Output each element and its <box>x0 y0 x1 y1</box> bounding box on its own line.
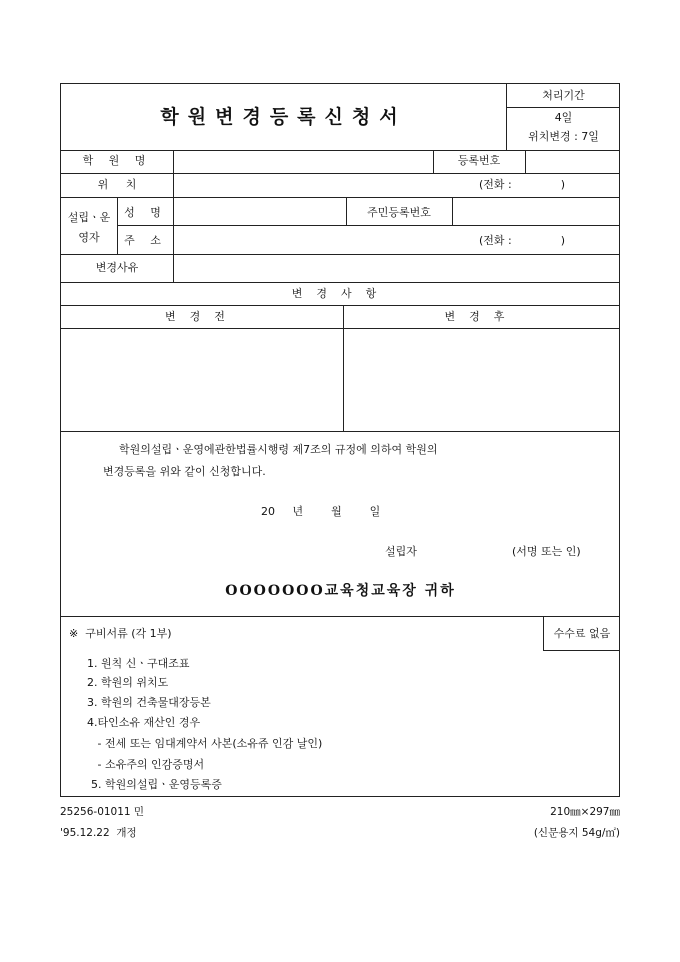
divider <box>61 282 620 283</box>
divider <box>61 305 620 306</box>
after-change-label: 변경후 <box>444 310 519 323</box>
recipient-line: OOOOOOO교육청교육장 귀하 <box>225 583 456 599</box>
divider <box>61 616 620 617</box>
changes-header: 변경사항 <box>291 287 391 300</box>
form-title: 학원변경등록신청서 <box>160 106 407 128</box>
phone-field-address: (전화 : ) <box>479 234 565 247</box>
divider <box>61 173 620 174</box>
statement-line2: 변경등록을 위와 같이 신청합니다. <box>103 465 266 478</box>
resident-no-label: 주민등록번호 <box>367 206 431 219</box>
sign-label: (서명 또는 인) <box>512 545 581 558</box>
document-item: 5. 학원의설립ㆍ운영등록증 <box>91 778 222 791</box>
statement-line1: 학원의설립ㆍ운영에관한법률시행령 제7조의 규정에 의하여 학원의 <box>119 443 438 456</box>
form-code: 25256-01011 민 <box>60 806 145 818</box>
documents-header: ※ 구비서류 (각 1부) <box>69 627 172 640</box>
document-item: - 소유주의 인감증명서 <box>87 758 205 771</box>
application-form <box>60 83 620 797</box>
document-item: 3. 학원의 건축물대장등본 <box>87 696 211 709</box>
divider <box>173 150 174 282</box>
academy-name-label: 학 원 명 <box>82 154 152 167</box>
document-item: 4.타인소유 재산인 경우 <box>87 716 201 729</box>
divider <box>525 150 526 173</box>
address-label: 주 소 <box>124 234 167 247</box>
location-label: 위 치 <box>97 178 137 191</box>
reason-label: 변경사유 <box>95 261 139 274</box>
divider <box>506 107 620 108</box>
fee-label: 수수료 없음 <box>553 627 611 640</box>
divider <box>61 254 620 255</box>
before-change-label: 변경전 <box>165 310 239 323</box>
document-item: - 전세 또는 임대계약서 사본(소유쥬 인감 날인) <box>87 737 323 750</box>
processing-period-label: 처리기간 <box>542 89 585 102</box>
divider <box>61 197 620 198</box>
paper-type: (신문용지 54g/㎡) <box>533 827 620 839</box>
divider <box>543 650 620 651</box>
document-item: 2. 학원의 위치도 <box>87 676 169 689</box>
divider <box>452 197 453 225</box>
applicant-label: 설립자 <box>385 545 417 558</box>
founder-label-line1: 설립ㆍ운 <box>67 211 111 224</box>
name-label: 성 명 <box>124 206 167 219</box>
divider <box>117 225 620 226</box>
phone-field-location: (전화 : ) <box>479 178 565 191</box>
paper-size: 210㎜×297㎜ <box>550 806 620 818</box>
registration-no-label: 등록번호 <box>457 154 501 167</box>
date-line: 20 년 월 일 <box>261 505 381 518</box>
document-item: 1. 원칙 신ㆍ구대조표 <box>87 657 190 670</box>
processing-days: 4일 <box>554 111 573 124</box>
revision-date: '95.12.22 개정 <box>60 827 137 839</box>
processing-location-change: 위치변경 : 7일 <box>528 130 599 143</box>
divider <box>61 328 620 329</box>
divider <box>61 431 620 432</box>
divider <box>61 150 620 151</box>
founder-label-line2: 영자 <box>78 231 100 244</box>
